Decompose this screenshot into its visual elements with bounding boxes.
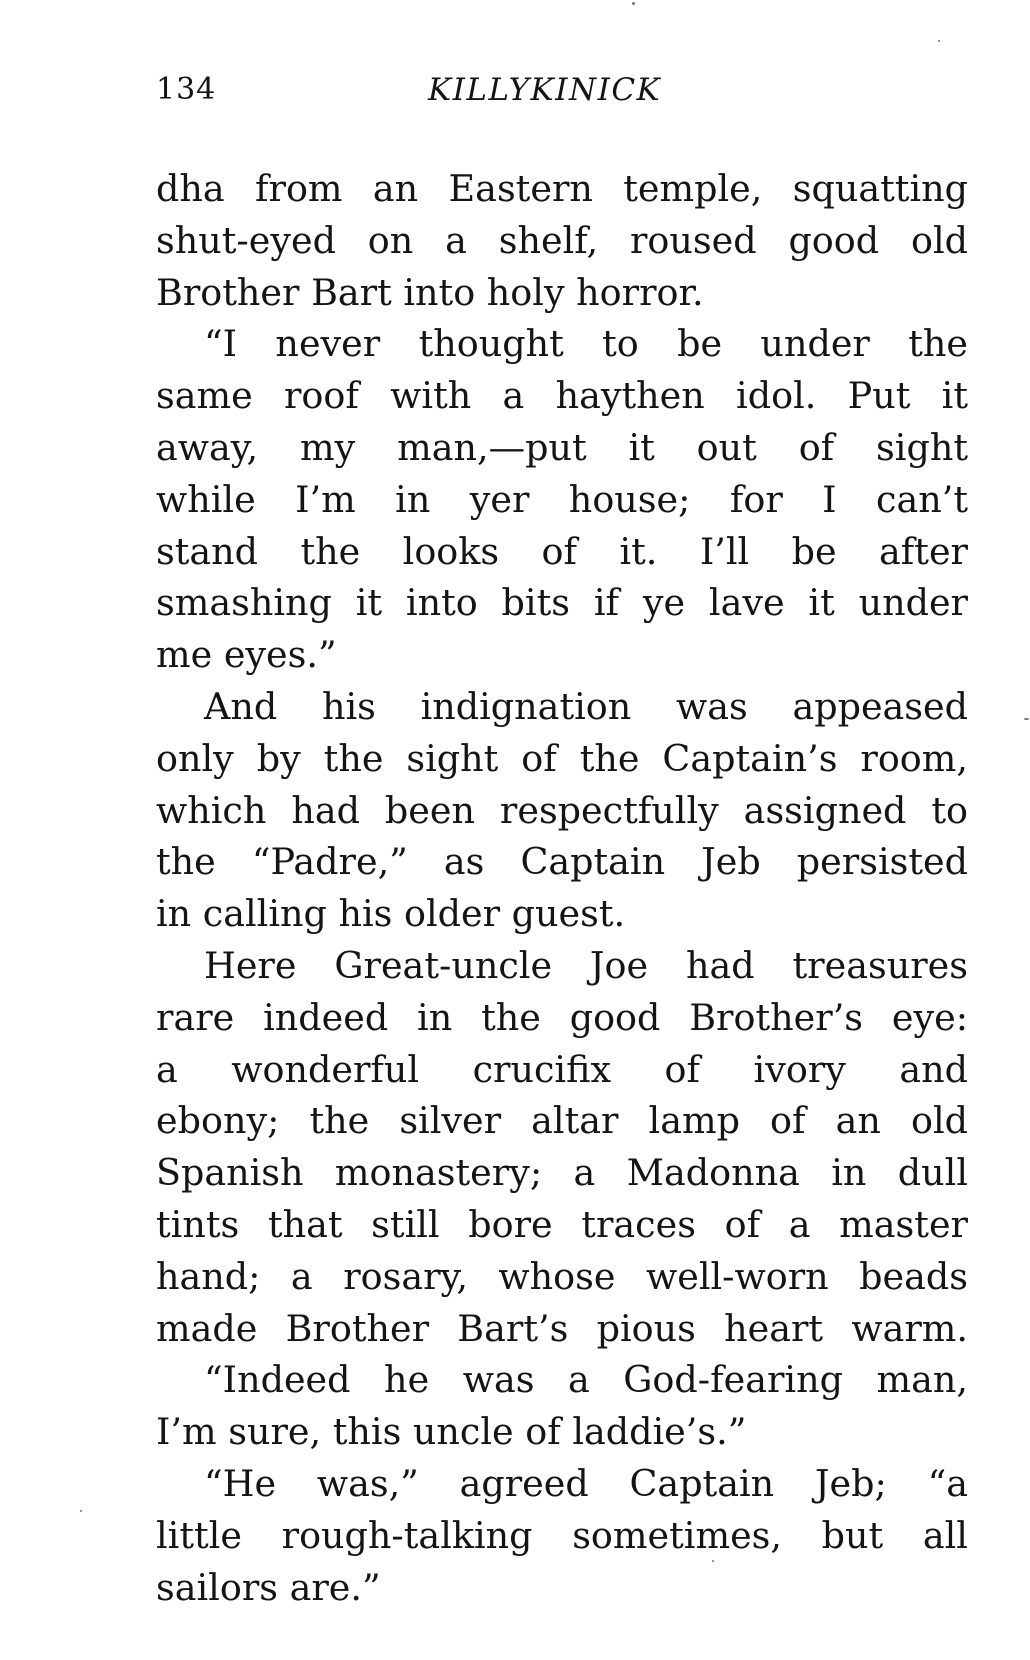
text-line: dha from an Eastern temple, squatting [156, 167, 968, 210]
text-line: made Brother Bart’s pious heart warm. [156, 1306, 968, 1350]
text-line: me eyes.” [156, 633, 337, 677]
text-line: same roof with a haythen idol. Put it [156, 374, 968, 418]
text-line: hand; a rosary, whose well-worn beads [156, 1254, 968, 1298]
text-line: “Indeed he was a God-fearing man, [204, 1358, 968, 1402]
text-line: shut-eyed on a shelf, roused good old [156, 218, 968, 262]
text-line: sailors are.” [156, 1565, 381, 1609]
scan-speck [1024, 718, 1029, 720]
text-line: Brother Bart into holy horror. [156, 270, 704, 314]
text-line: away, my man,—put it out of sight [156, 425, 968, 469]
text-line: little rough-talking sometimes, but all [156, 1513, 968, 1557]
text-line: Here Great-uncle Joe had treasures [204, 943, 968, 987]
text-line: which had been respectfully assigned to [156, 788, 968, 832]
text-line: I’m sure, this uncle of laddie’s.” [156, 1410, 747, 1454]
text-line: the “Padre,” as Captain Jeb persisted [156, 840, 968, 884]
text-line: in calling his older guest. [156, 892, 626, 936]
page-number: 134 [156, 72, 217, 107]
scan-speck [80, 1510, 82, 1512]
text-line: And his indignation was appeased [204, 684, 968, 728]
scan-speck [632, 2, 635, 5]
body-text [156, 163, 968, 1613]
text-line: a wonderful crucifix of ivory and [156, 1047, 968, 1091]
text-line: stand the looks of it. I’ll be after [156, 529, 968, 573]
text-line: Spanish monastery; a Madonna in dull [156, 1151, 968, 1195]
text-line: rare indeed in the good Brother’s eye: [156, 995, 968, 1039]
text-line: “I never thought to be under the [204, 322, 968, 366]
page-header [156, 70, 966, 114]
text-line: smashing it into bits if ye lave it under [156, 581, 968, 625]
text-line: “He was,” agreed Captain Jeb; “a [204, 1461, 968, 1505]
text-line: while I’m in yer house; for I can’t [156, 477, 968, 521]
scan-speck [712, 1560, 714, 1562]
text-line: ebony; the silver altar lamp of an old [156, 1099, 968, 1143]
text-line: only by the sight of the Captain’s room, [156, 736, 968, 780]
text-line: tints that still bore traces of a master [156, 1202, 968, 1246]
running-title: KILLYKINICK [428, 72, 662, 108]
scan-speck [938, 40, 940, 42]
